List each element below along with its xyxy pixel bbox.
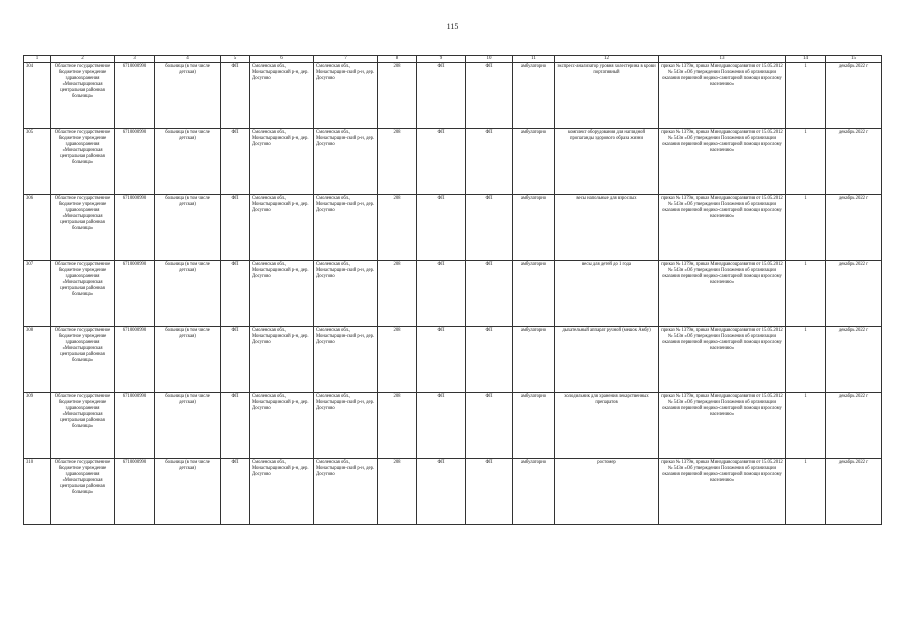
- cell-address: Смоленская обл., Монастырщинский р-н, дер. Досугово: [250, 63, 314, 129]
- cell-unit-type: ФП: [221, 327, 250, 393]
- cell-number-8: 208: [378, 327, 417, 393]
- cell-equipment: экспресс-анализатор уровня холестерина в крови портативный: [555, 63, 659, 129]
- column-header: 9: [417, 56, 466, 63]
- cell-col-9: ФП: [417, 393, 466, 459]
- column-header: 14: [786, 56, 826, 63]
- header-row: [24, 56, 882, 63]
- cell-care-form: амбулаторно: [513, 129, 555, 195]
- cell-care-form: амбулаторно: [513, 261, 555, 327]
- column-header: 2: [51, 56, 115, 63]
- cell-facility-type: больница (в том числе детская): [155, 195, 221, 261]
- table-row: [24, 261, 882, 327]
- cell-date: декабрь 2022 г: [826, 195, 882, 261]
- cell-number: 310: [24, 459, 51, 525]
- cell-code: 6710000990: [115, 327, 155, 393]
- cell-col-9: ФП: [417, 261, 466, 327]
- cell-equipment: ростомер: [555, 459, 659, 525]
- cell-order: приказ № 1379н, приказ Минздравсоцразвития от 15.05.2012 № 543н «Об утверждении Положения об организации оказания первичной медико-санитарной помощи взрослому населению»: [659, 129, 786, 195]
- column-header: 11: [513, 56, 555, 63]
- cell-number: 309: [24, 393, 51, 459]
- cell-equipment: дыхательный аппарат ручной (мешок Амбу): [555, 327, 659, 393]
- cell-number-8: 208: [378, 129, 417, 195]
- cell-facility-type: больница (в том числе детская): [155, 261, 221, 327]
- cell-number-8: 208: [378, 459, 417, 525]
- cell-facility-type: больница (в том числе детская): [155, 459, 221, 525]
- cell-col-10: ФП: [466, 459, 513, 525]
- cell-unit-type: ФП: [221, 261, 250, 327]
- cell-unit-type: ФП: [221, 129, 250, 195]
- cell-unit-type: ФП: [221, 195, 250, 261]
- cell-number: 305: [24, 129, 51, 195]
- cell-organization: Областное государственное бюджетное учреждение здравоохранения «Монастырщинская центральная районная больница»: [51, 261, 115, 327]
- cell-date: декабрь 2022 г: [826, 63, 882, 129]
- cell-number: 304: [24, 63, 51, 129]
- cell-care-form: амбулаторно: [513, 459, 555, 525]
- cell-order: приказ № 1379н, приказ Минздравсоцразвития от 15.05.2012 № 543н «Об утверждении Положения об организации оказания первичной медико-санитарной помощи взрослому населению»: [659, 327, 786, 393]
- cell-care-form: амбулаторно: [513, 63, 555, 129]
- cell-number-8: 208: [378, 261, 417, 327]
- cell-facility-type: больница (в том числе детская): [155, 393, 221, 459]
- column-header: 15: [826, 56, 882, 63]
- cell-quantity: 1: [786, 393, 826, 459]
- cell-address-alt: Смоленская обл., Монастырщин-ский р-н, дер. Досугово: [314, 261, 378, 327]
- cell-address-alt: Смоленская обл., Монастырщин-ский р-н, дер. Досугово: [314, 129, 378, 195]
- cell-facility-type: больница (в том числе детская): [155, 129, 221, 195]
- cell-organization: Областное государственное бюджетное учреждение здравоохранения «Монастырщинская центральная районная больница»: [51, 393, 115, 459]
- cell-number: 307: [24, 261, 51, 327]
- cell-col-10: ФП: [466, 195, 513, 261]
- cell-number-8: 208: [378, 393, 417, 459]
- cell-number: 308: [24, 327, 51, 393]
- column-header: 12: [555, 56, 659, 63]
- cell-col-10: ФП: [466, 327, 513, 393]
- cell-organization: Областное государственное бюджетное учреждение здравоохранения «Монастырщинская центральная районная больница»: [51, 195, 115, 261]
- cell-quantity: 1: [786, 459, 826, 525]
- cell-organization: Областное государственное бюджетное учреждение здравоохранения «Монастырщинская центральная районная больница»: [51, 327, 115, 393]
- cell-facility-type: больница (в том числе детская): [155, 327, 221, 393]
- cell-address: Смоленская обл., Монастырщинский р-н, дер. Досугово: [250, 393, 314, 459]
- cell-number-8: 208: [378, 63, 417, 129]
- column-header: 10: [466, 56, 513, 63]
- cell-care-form: амбулаторно: [513, 195, 555, 261]
- cell-address: Смоленская обл., Монастырщинский р-н, дер. Досугово: [250, 459, 314, 525]
- cell-quantity: 1: [786, 63, 826, 129]
- cell-address: Смоленская обл., Монастырщинский р-н, дер. Досугово: [250, 261, 314, 327]
- cell-address: Смоленская обл., Монастырщинский р-н, дер. Досугово: [250, 327, 314, 393]
- column-header: 7: [314, 56, 378, 63]
- table-row: [24, 195, 882, 261]
- cell-code: 6710000990: [115, 393, 155, 459]
- table-row: [24, 129, 882, 195]
- cell-code: 6710000990: [115, 459, 155, 525]
- cell-quantity: 1: [786, 327, 826, 393]
- cell-unit-type: ФП: [221, 63, 250, 129]
- cell-col-10: ФП: [466, 393, 513, 459]
- cell-order: приказ № 1379н, приказ Минздравсоцразвития от 15.05.2012 № 543н «Об утверждении Положения об организации оказания первичной медико-санитарной помощи взрослому населению»: [659, 195, 786, 261]
- cell-facility-type: больница (в том числе детская): [155, 63, 221, 129]
- cell-address: Смоленская обл., Монастырщинский р-н, дер. Досугово: [250, 195, 314, 261]
- table-row: [24, 63, 882, 129]
- cell-order: приказ № 1379н, приказ Минздравсоцразвития от 15.05.2012 № 543н «Об утверждении Положения об организации оказания первичной медико-санитарной помощи взрослому населению»: [659, 261, 786, 327]
- cell-quantity: 1: [786, 195, 826, 261]
- cell-number: 306: [24, 195, 51, 261]
- cell-order: приказ № 1379н, приказ Минздравсоцразвития от 15.05.2012 № 543н «Об утверждении Положения об организации оказания первичной медико-санитарной помощи взрослому населению»: [659, 459, 786, 525]
- cell-equipment: весы для детей до 1 года: [555, 261, 659, 327]
- cell-quantity: 1: [786, 129, 826, 195]
- cell-date: декабрь 2022 г: [826, 327, 882, 393]
- cell-col-9: ФП: [417, 195, 466, 261]
- cell-equipment: комплект оборудования для наглядной пропаганды здорового образа жизни: [555, 129, 659, 195]
- column-header: 1: [24, 56, 51, 63]
- equipment-table: [23, 55, 882, 525]
- cell-care-form: амбулаторно: [513, 327, 555, 393]
- cell-code: 6710000990: [115, 63, 155, 129]
- cell-address-alt: Смоленская обл., Монастырщин-ский р-н, дер. Досугово: [314, 63, 378, 129]
- cell-unit-type: ФП: [221, 459, 250, 525]
- column-header: 6: [250, 56, 314, 63]
- column-header: 8: [378, 56, 417, 63]
- cell-address-alt: Смоленская обл., Монастырщин-ский р-н, дер. Досугово: [314, 459, 378, 525]
- cell-col-10: ФП: [466, 129, 513, 195]
- cell-code: 6710000990: [115, 195, 155, 261]
- cell-col-9: ФП: [417, 459, 466, 525]
- cell-date: декабрь 2022 г: [826, 129, 882, 195]
- cell-order: приказ № 1379н, приказ Минздравсоцразвития от 15.05.2012 № 543н «Об утверждении Положения об организации оказания первичной медико-санитарной помощи взрослому населению»: [659, 393, 786, 459]
- column-header: 5: [221, 56, 250, 63]
- cell-col-9: ФП: [417, 63, 466, 129]
- cell-organization: Областное государственное бюджетное учреждение здравоохранения «Монастырщинская центральная районная больница»: [51, 63, 115, 129]
- cell-address-alt: Смоленская обл., Монастырщин-ский р-н, дер. Досугово: [314, 327, 378, 393]
- cell-order: приказ № 1379н, приказ Минздравсоцразвития от 15.05.2012 № 543н «Об утверждении Положения об организации оказания первичной медико-санитарной помощи взрослому населению»: [659, 63, 786, 129]
- cell-code: 6710000990: [115, 129, 155, 195]
- cell-number-8: 208: [378, 195, 417, 261]
- cell-col-9: ФП: [417, 129, 466, 195]
- cell-address-alt: Смоленская обл., Монастырщин-ский р-н, дер. Досугово: [314, 195, 378, 261]
- cell-care-form: амбулаторно: [513, 393, 555, 459]
- cell-address: Смоленская обл., Монастырщинский р-н, дер. Досугово: [250, 129, 314, 195]
- cell-date: декабрь 2022 г: [826, 393, 882, 459]
- cell-col-9: ФП: [417, 327, 466, 393]
- cell-address-alt: Смоленская обл., Монастырщин-ский р-н, дер. Досугово: [314, 393, 378, 459]
- column-header: 13: [659, 56, 786, 63]
- cell-organization: Областное государственное бюджетное учреждение здравоохранения «Монастырщинская центральная районная больница»: [51, 459, 115, 525]
- cell-organization: Областное государственное бюджетное учреждение здравоохранения «Монастырщинская центральная районная больница»: [51, 129, 115, 195]
- table-body: [24, 63, 882, 525]
- table-row: [24, 327, 882, 393]
- column-header: 4: [155, 56, 221, 63]
- cell-date: декабрь 2022 г: [826, 459, 882, 525]
- cell-unit-type: ФП: [221, 393, 250, 459]
- cell-quantity: 1: [786, 261, 826, 327]
- cell-code: 6710000990: [115, 261, 155, 327]
- column-header: 3: [115, 56, 155, 63]
- cell-col-10: ФП: [466, 261, 513, 327]
- cell-equipment: весы напольные для взрослых: [555, 195, 659, 261]
- page-number: 115: [446, 22, 459, 31]
- table-row: [24, 459, 882, 525]
- cell-date: декабрь 2022 г: [826, 261, 882, 327]
- cell-col-10: ФП: [466, 63, 513, 129]
- table-row: [24, 393, 882, 459]
- cell-equipment: холодильник для хранения лекарственных препаратов: [555, 393, 659, 459]
